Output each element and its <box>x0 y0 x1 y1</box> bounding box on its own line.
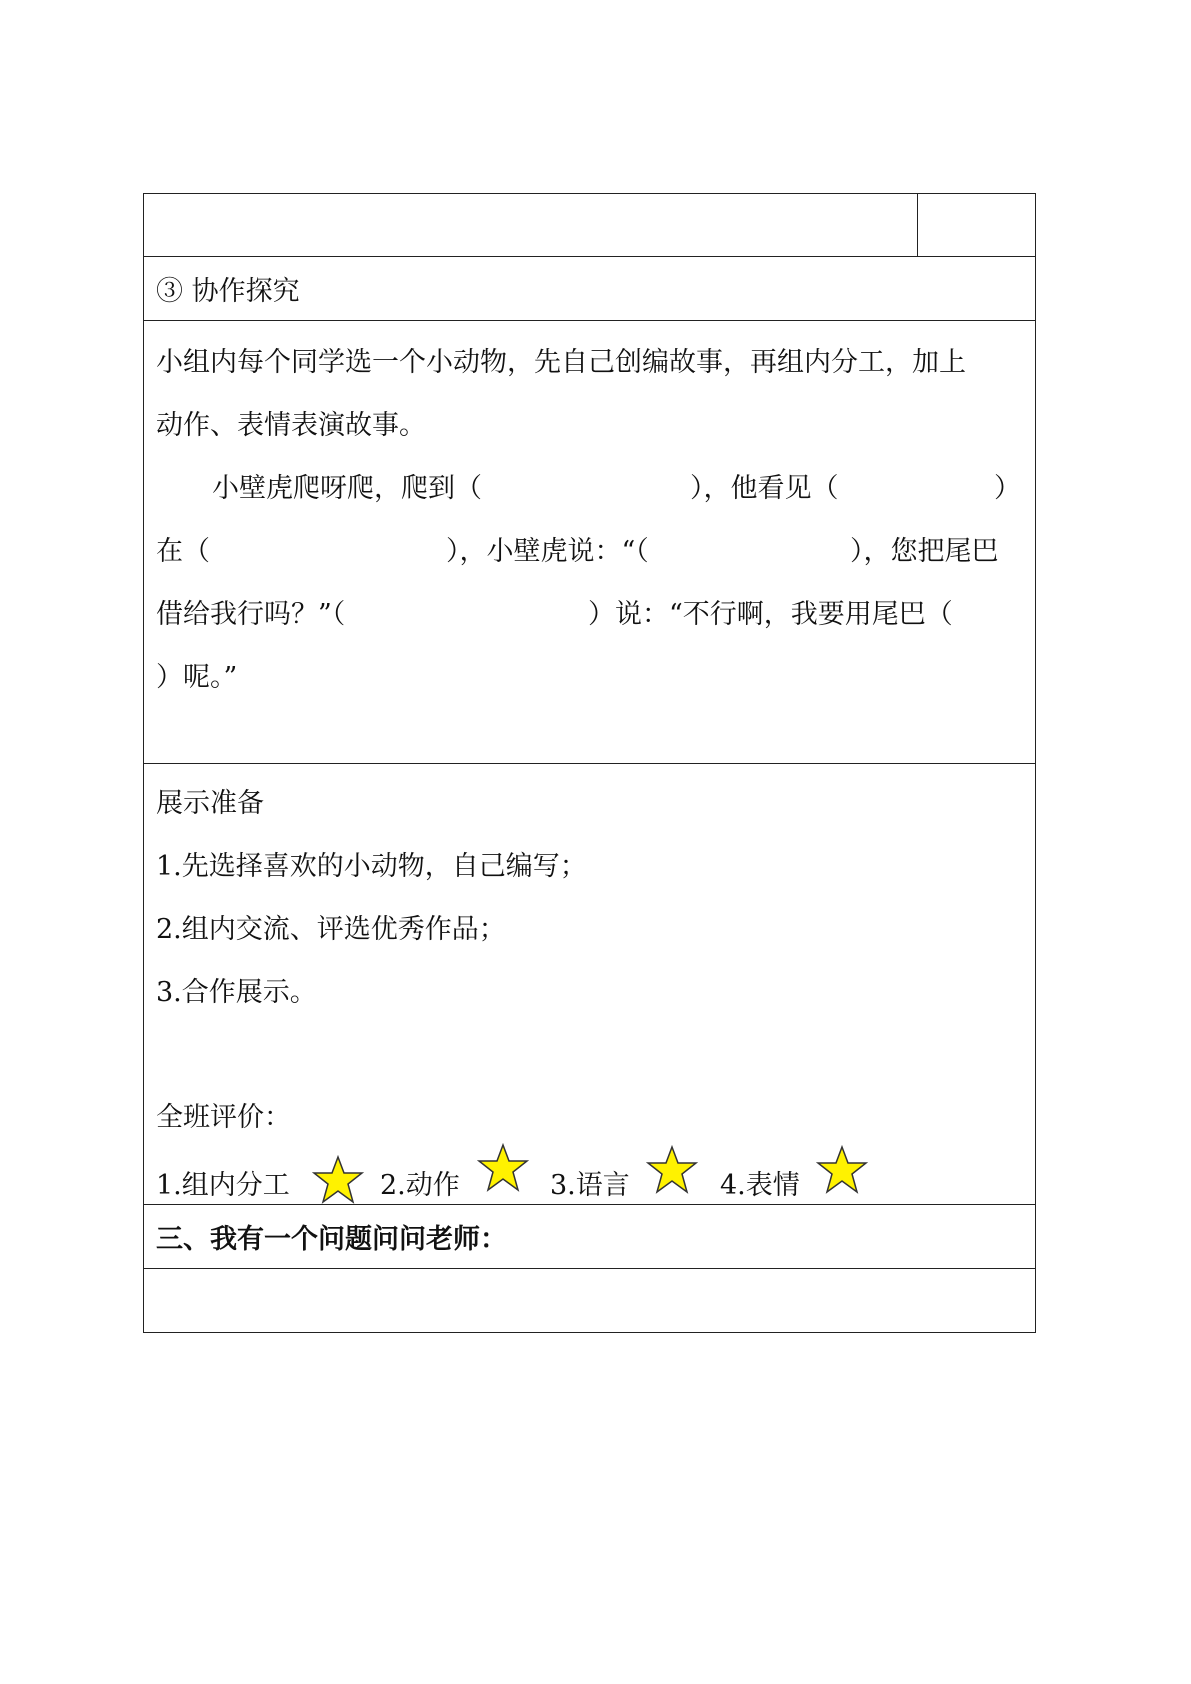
star-icon[interactable] <box>477 1143 529 1193</box>
story-line-4 <box>156 646 1023 709</box>
section-heading <box>144 257 1035 321</box>
story-text: 小壁虎爬呀爬，爬到（ <box>212 473 482 504</box>
instruction-text-1: 小组内每个同学选一个小动物，先自己创编故事，再组内分工，加上 <box>156 347 966 378</box>
story-text: ） <box>994 473 1021 504</box>
eval-item-expression: 4.表情 <box>720 1170 800 1201</box>
top-blank-cell[interactable] <box>144 194 918 256</box>
story-text: ）呢。” <box>156 662 238 693</box>
prep-step-1: 1.先选择喜欢的小动物，自己编写； <box>156 851 587 882</box>
story-text: ），您把尾巴 <box>850 536 999 567</box>
task-cell <box>144 321 1035 764</box>
eval-item-language: 3.语言 <box>550 1170 630 1201</box>
prep-cell <box>144 764 1035 1205</box>
story-line-1 <box>156 457 1023 520</box>
story-line-3 <box>156 583 1023 646</box>
star-icon[interactable] <box>816 1145 868 1195</box>
story-text: 借给我行吗？”（ <box>156 599 346 630</box>
star-icon[interactable] <box>312 1155 364 1205</box>
instruction-line-2 <box>156 394 1023 457</box>
top-side-cell[interactable] <box>918 194 1035 256</box>
question-heading <box>144 1205 1035 1269</box>
top-row <box>144 194 1035 257</box>
story-text: ）说：“不行啊，我要用尾巴（ <box>588 599 953 630</box>
story-line-2 <box>156 520 1023 583</box>
prep-step-3: 3.合作展示。 <box>156 977 317 1008</box>
section-heading-text: ③ 协作探究 <box>156 276 300 307</box>
instruction-line-1 <box>156 331 1023 394</box>
story-text: 在（ <box>156 536 210 567</box>
story-text: ），他看见（ <box>690 473 839 504</box>
eval-title: 全班评价： <box>156 1102 291 1133</box>
prep-step-2: 2.组内交流、评选优秀作品； <box>156 914 506 945</box>
prep-title: 展示准备 <box>156 788 264 819</box>
question-text: 三、我有一个问题问问老师： <box>156 1224 507 1255</box>
eval-item-action: 2.动作 <box>380 1170 460 1201</box>
worksheet-table <box>143 193 1036 1333</box>
star-icon[interactable] <box>646 1145 698 1195</box>
story-text: ），小壁虎说：“（ <box>446 536 649 567</box>
question-answer-cell[interactable] <box>144 1269 1035 1332</box>
instruction-text-2: 动作、表情表演故事。 <box>156 410 426 441</box>
eval-item-division: 1.组内分工 <box>156 1170 290 1201</box>
